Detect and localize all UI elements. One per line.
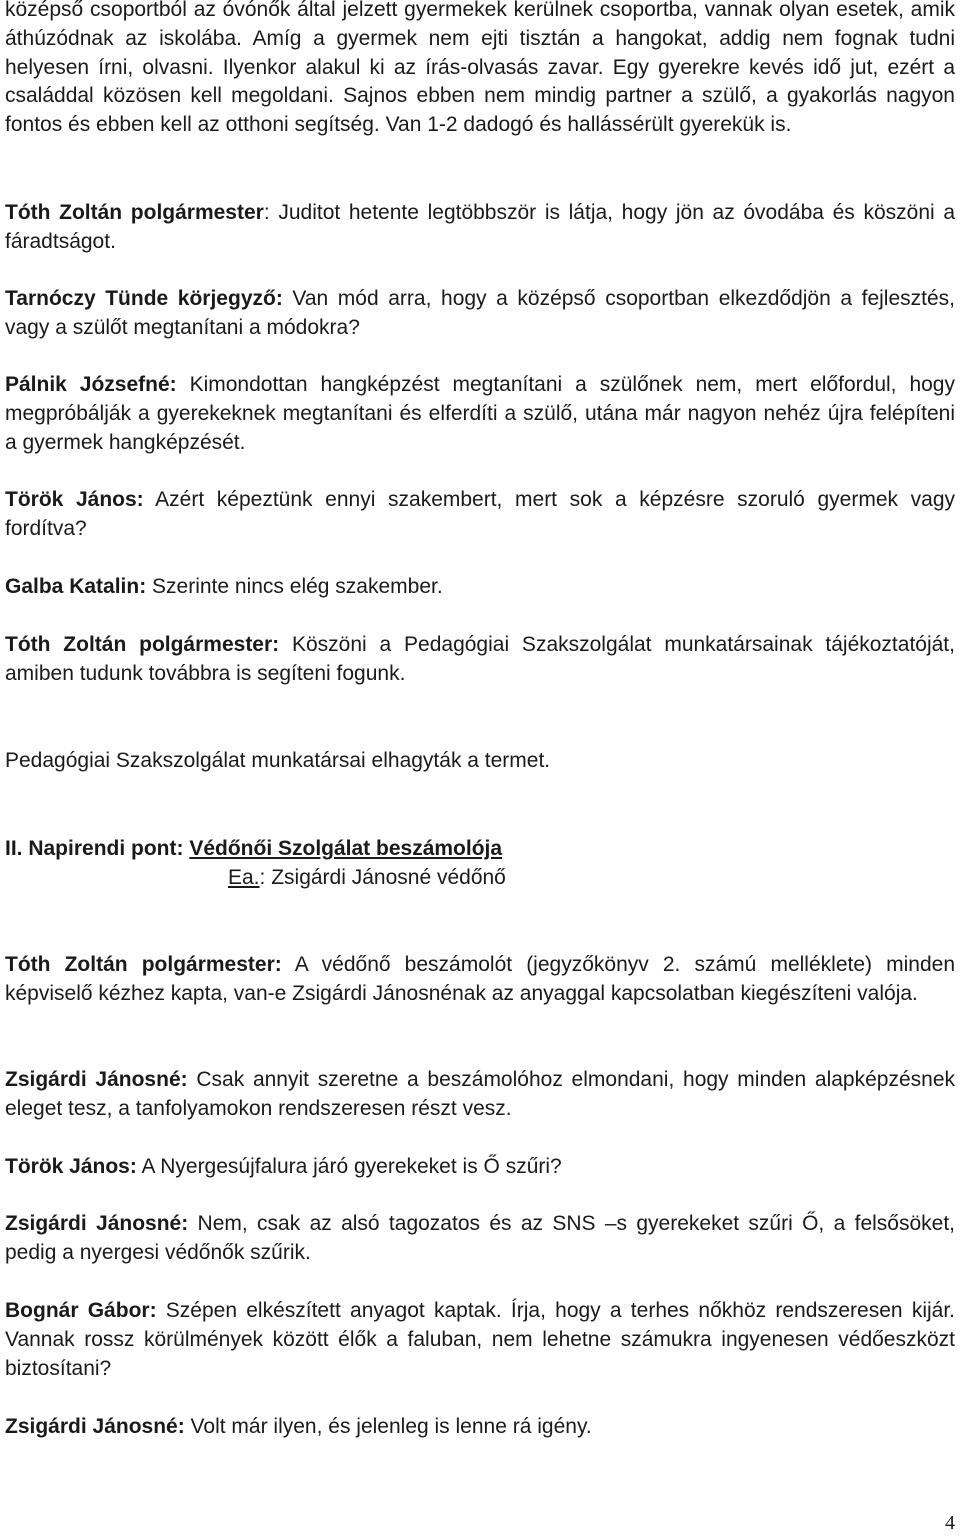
paragraph [5,1066,955,1124]
paragraph [5,631,955,689]
paragraph-text: Nem, csak az alsó tagozatos és az SNS –s gyerekeket szűri Ő, a felsősöket, pedig a nyergesi védőnők szűrik. [5,1212,955,1264]
speaker-name: Tarnóczy Tünde körjegyző: [5,287,283,310]
speaker-name: Török János: [5,488,144,511]
paragraph-text: Kimondottan hangképzést megtanítani a szülőnek nem, mert előfordul, hogy megpróbálják a gyerekeknek megtanítani és elferdíti a szülő, utána már nagyon nehéz újra felépíteni a gyermek hangképzését. [5,373,955,454]
presenter-prefix: Ea. [228,866,260,889]
speaker-name: Tóth Zoltán polgármester: [5,953,282,976]
agenda-presenter [228,864,506,893]
paragraph-text: Köszöni a Pedagógiai Szakszolgálat munkatársainak tájékoztatóját, amiben tudunk továbbra is segíteni fogunk. [5,633,955,685]
speaker-name: Tóth Zoltán polgármester [5,201,264,224]
paragraph [5,1153,955,1182]
paragraph [5,1297,955,1383]
paragraph-text: középső csoportból az óvónők által jelzett gyermekek kerülnek csoportba, vannak olyan esetek, amik áthúzódnak az iskolába. Amíg a gyermek nem ejti tisztán a hangokat, addig nem fognak tudni helyesen írni, olvasni. Ilyenkor alakul ki az írás-olvasás zavar. Egy gyerekre kevés idő jut, ezért a családdal közösen kell megoldani. Sajnos ebben nem mindig partner a szülő, a gyakorlás nagyon fontos és ebben kell az otthoni segítség. Van 1-2 dadogó és hallássérült gyerekük is. [5,0,955,137]
page-number: 4 [945,1512,955,1534]
paragraph-text: Szépen elkészített anyagot kaptak. Írja, hogy a terhes nőkhöz rendszeresen kijár. Vannak rossz körülmények között élők a faluban, nem lehetne számukra ingyenesen védőeszközt biztosítani? [5,1299,955,1380]
paragraph [5,486,955,544]
speaker-name: Pálnik Józsefné: [5,373,177,396]
paragraph-text: Azért képeztünk ennyi szakembert, mert sok a képzésre szoruló gyermek vagy fordítva? [5,488,955,540]
speaker-name: Zsigárdi Jánosné: [5,1068,188,1091]
paragraph [5,371,955,457]
speaker-name: Tóth Zoltán polgármester: [5,633,280,656]
paragraph [5,199,955,257]
paragraph [5,285,955,343]
paragraph [5,573,955,602]
paragraph [5,1210,955,1268]
speaker-name: Zsigárdi Jánosné: [5,1415,185,1438]
paragraph-text: A Nyergesújfalura járó gyerekeket is Ő szűri? [136,1155,562,1178]
paragraph-text: A védőnő beszámolót (jegyzőkönyv 2. számú melléklete) minden képviselő kézhez kapta, van-e Zsigárdi Jánosnénak az anyaggal kapcsolatban kiegészíteni valója. [5,953,955,1005]
paragraph-text: Szerinte nincs elég szakember. [146,575,443,598]
agenda-heading [5,835,502,864]
paragraph [5,747,955,776]
speaker-name: Török János: [5,1155,137,1178]
paragraph [5,0,955,140]
paragraph [5,1413,955,1442]
speaker-name: Galba Katalin: [5,575,147,598]
agenda-prefix: II. Napirendi pont: [5,837,190,860]
paragraph-text: : Juditot hetente legtöbbször is látja, hogy jön az óvodába és köszöni a fáradtságot. [5,201,955,253]
paragraph [5,951,955,1009]
speaker-name: Zsigárdi Jánosné: [5,1212,189,1235]
agenda-title: Védőnői Szolgálat beszámolója [189,837,503,860]
presenter-name: : Zsigárdi Jánosné védőnő [259,866,506,889]
paragraph-text: Csak annyit szeretne a beszámolóhoz elmondani, hogy minden alapképzésnek eleget tesz, a tanfolyamokon rendszeresen részt vesz. [5,1068,956,1120]
paragraph-text: Van mód arra, hogy a középső csoportban elkezdődjön a fejlesztés, vagy a szülőt megtanítani a módokra? [5,287,955,339]
paragraph-text: Volt már ilyen, és jelenleg is lenne rá igény. [184,1415,592,1438]
paragraph-text: Pedagógiai Szakszolgálat munkatársai elhagyták a termet. [5,749,551,772]
speaker-name: Bognár Gábor: [5,1299,157,1322]
